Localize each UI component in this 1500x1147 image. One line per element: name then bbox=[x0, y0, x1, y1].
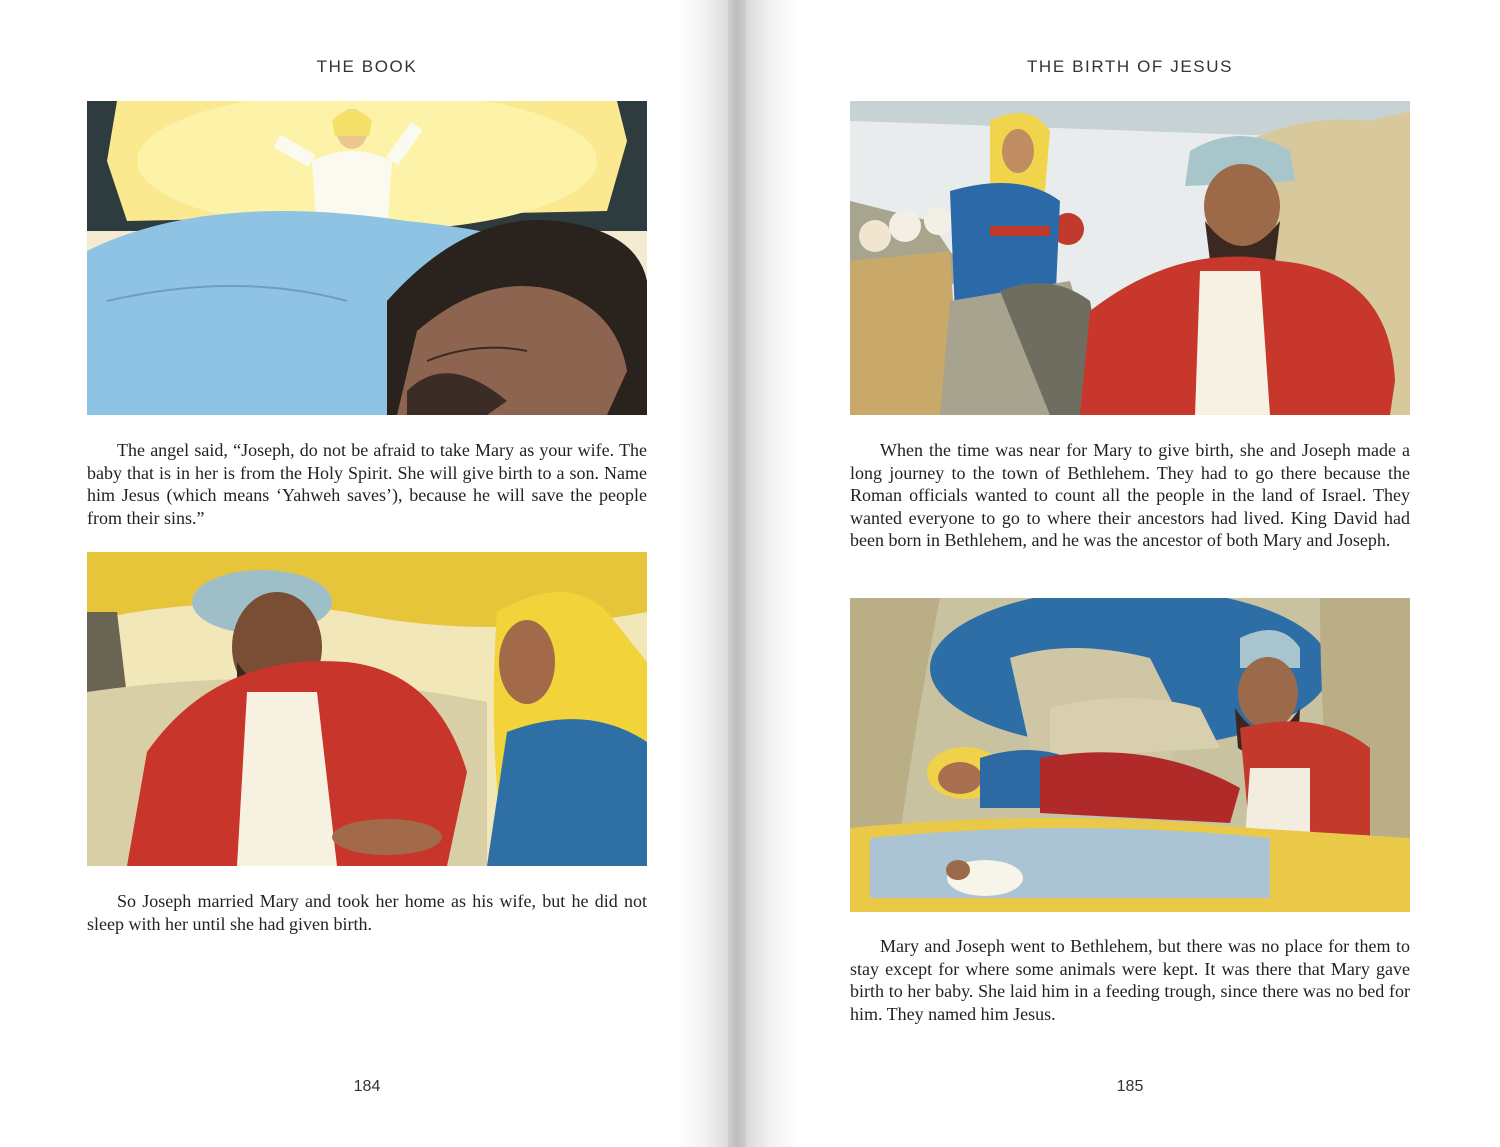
paragraph-nativity: Mary and Joseph went to Bethlehem, but there was no place for them to stay except for where some animals were kept. It was there that Mary gave birth to her baby. She laid him in a feeding trough, since there was no bed for him. They named him Jesus. bbox=[850, 936, 1410, 1024]
page-number-right: 185 bbox=[1116, 1078, 1144, 1095]
illustration-joseph-mary bbox=[87, 552, 647, 866]
illustration-nativity bbox=[850, 598, 1410, 912]
angel-dream-image bbox=[87, 101, 647, 415]
joseph-mary-image bbox=[87, 552, 647, 866]
page-number-left: 184 bbox=[353, 1078, 381, 1095]
left-page bbox=[0, 0, 728, 1147]
paragraph-angel-message: The angel said, “Joseph, do not be afraid to take Mary as your wife. The baby that is in her is from the Holy Spirit. She will give birth to a son. Name him Jesus (which means ‘Yahweh saves’), because he will save the people from their sins.” bbox=[87, 440, 647, 528]
right-page bbox=[746, 0, 1500, 1147]
running-head-left: THE BOOK bbox=[316, 57, 418, 76]
nativity-image bbox=[850, 598, 1410, 912]
running-head-right: THE BIRTH OF JESUS bbox=[1026, 57, 1234, 76]
book-gutter bbox=[728, 0, 746, 1147]
illustration-journey-bethlehem bbox=[850, 101, 1410, 415]
illustration-angel-dream bbox=[87, 101, 647, 415]
paragraph-journey: When the time was near for Mary to give birth, she and Joseph made a long journey to the town of Bethlehem. They had to go there because the Roman officials wanted to count all the people in the land of Israel. They wanted everyone to go to where their ancestors had lived. King David had been born in Bethlehem, and he was the ancestor of both Mary and Joseph. bbox=[850, 440, 1410, 551]
journey-image bbox=[850, 101, 1410, 415]
paragraph-joseph-married: So Joseph married Mary and took her home as his wife, but he did not sleep with her until she had given birth. bbox=[87, 891, 647, 934]
